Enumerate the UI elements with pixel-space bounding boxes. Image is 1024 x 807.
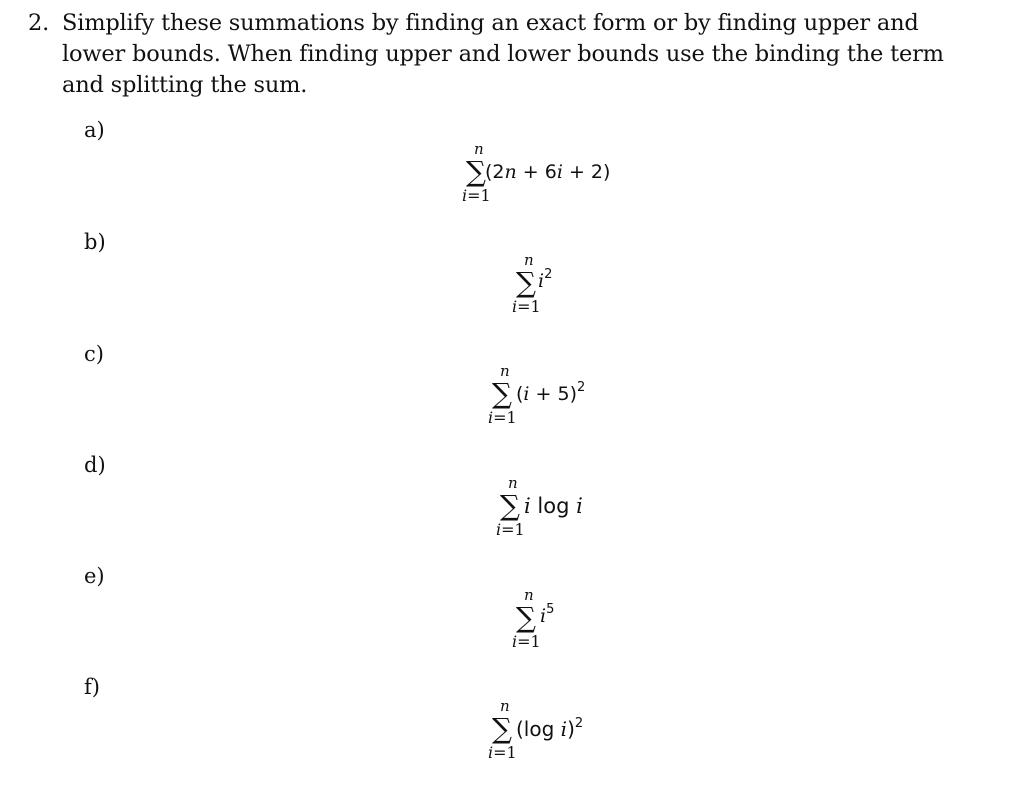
expr-exponent: 2: [544, 267, 553, 282]
expression-d: [524, 494, 583, 518]
lower-start: =1: [517, 297, 541, 316]
expression-c: [516, 380, 586, 405]
expr-var-i: i: [523, 383, 530, 405]
sigma-symbol: ∑: [466, 155, 486, 188]
lower-limit: [488, 743, 517, 762]
expr-var-i: i: [524, 494, 531, 518]
part-label-a: a): [84, 118, 105, 142]
lower-start: =1: [467, 186, 491, 205]
lower-limit: [512, 632, 541, 651]
part-label-f: f): [84, 675, 100, 699]
lower-index: i: [488, 743, 494, 762]
expr-text: + 6: [516, 161, 557, 183]
part-label-b: b): [84, 230, 106, 254]
upper-limit: n: [508, 474, 518, 492]
expr-text: (: [516, 383, 524, 405]
lower-index: i: [512, 297, 518, 316]
problem-number: 2.: [28, 10, 50, 36]
summation-a: [460, 140, 760, 220]
expr-var-i: i: [538, 270, 545, 292]
lower-limit: [512, 297, 541, 316]
expr-var-i: i: [540, 605, 547, 627]
expr-log: log: [530, 494, 577, 518]
expr-var-i: i: [556, 161, 563, 183]
part-label-c: c): [84, 342, 104, 366]
sigma-symbol: ∑: [492, 377, 512, 410]
expr-exponent: 2: [577, 380, 586, 395]
lower-start: =1: [493, 743, 517, 762]
expr-text: (2: [485, 161, 505, 183]
part-label-e: e): [84, 564, 105, 588]
expression-a: [485, 161, 610, 183]
lower-limit: [488, 408, 517, 427]
sigma-symbol: ∑: [492, 712, 512, 745]
expression-b: [538, 267, 553, 292]
expression-e: [540, 602, 555, 627]
expr-var-i: i: [560, 717, 568, 741]
expr-text: ): [567, 717, 575, 741]
upper-limit: n: [524, 586, 534, 604]
expression-f: [516, 717, 583, 741]
lower-start: =1: [501, 520, 525, 539]
lower-index: i: [488, 408, 494, 427]
upper-limit: n: [500, 362, 510, 380]
lower-limit: [462, 186, 491, 205]
summation-d: [494, 474, 794, 554]
lower-limit: [496, 520, 525, 539]
summation-f: [486, 697, 786, 777]
sigma-symbol: ∑: [516, 601, 536, 634]
expr-var-n: n: [504, 161, 517, 183]
expr-log: (log: [516, 717, 561, 741]
upper-limit: n: [474, 140, 484, 158]
summation-e: [510, 586, 810, 666]
lower-index: i: [512, 632, 518, 651]
problem-text: Simplify these summations by finding an exact form or by finding upper and lower bounds. When finding upper and lower bounds use the binding the term and splitting the sum.: [62, 10, 944, 98]
sigma-symbol: ∑: [500, 489, 520, 522]
expr-var-i: i: [576, 494, 583, 518]
summation-c: [486, 362, 786, 442]
expr-exponent: 5: [546, 602, 555, 617]
expr-exponent: 2: [574, 716, 584, 731]
lower-start: =1: [517, 632, 541, 651]
lower-index: i: [462, 186, 468, 205]
summation-b: [510, 251, 810, 331]
lower-index: i: [496, 520, 502, 539]
upper-limit: n: [500, 697, 510, 715]
sigma-symbol: ∑: [516, 266, 536, 299]
lower-start: =1: [493, 408, 517, 427]
upper-limit: n: [524, 251, 534, 269]
problem-statement: [28, 8, 988, 101]
expr-text: + 5): [529, 383, 577, 405]
part-label-d: d): [84, 453, 106, 477]
expr-text: + 2): [562, 161, 611, 183]
